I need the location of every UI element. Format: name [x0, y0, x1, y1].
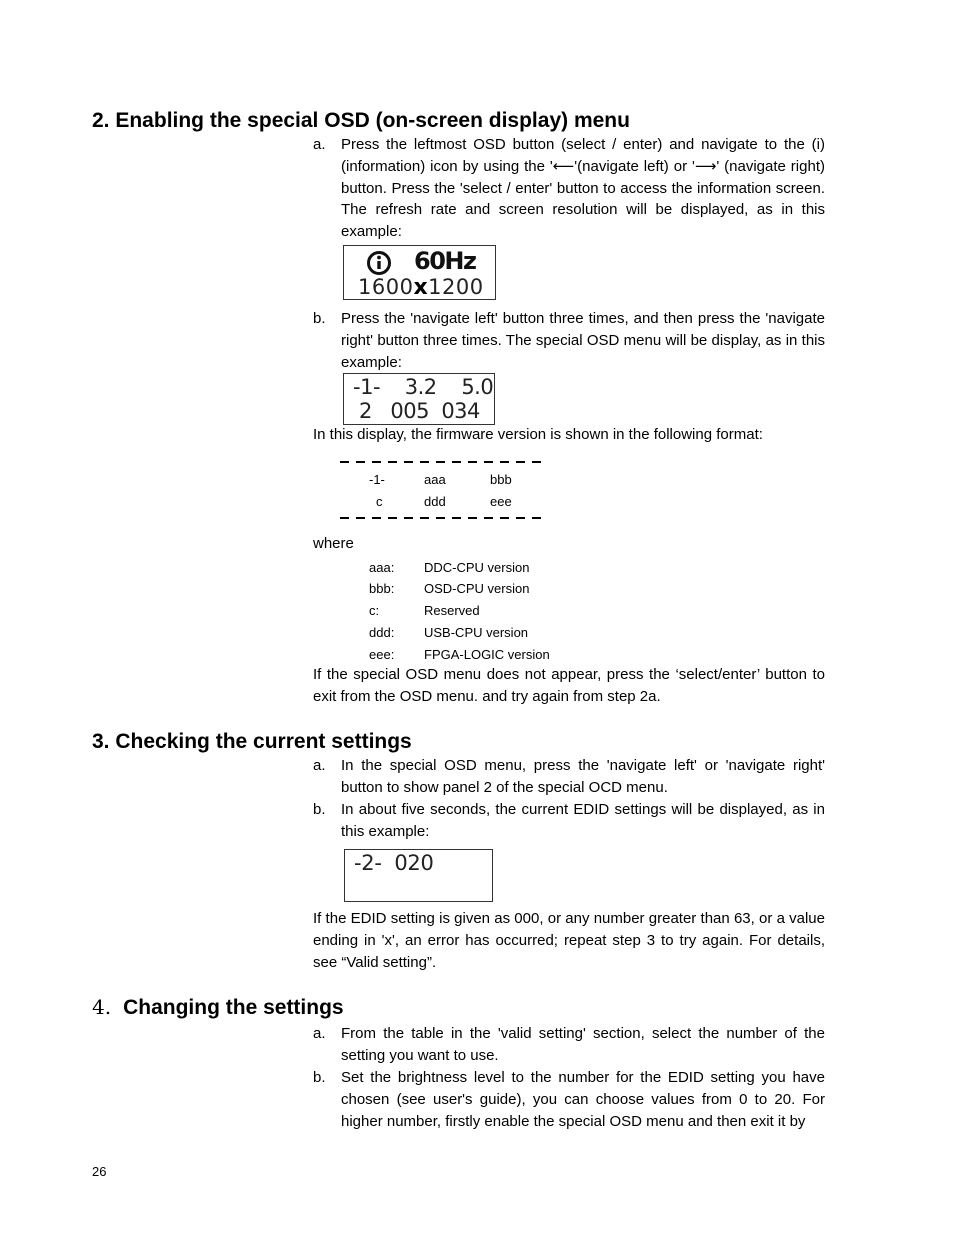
definition-key: bbb: [369, 581, 395, 596]
definition-key: eee: [369, 647, 395, 662]
step-text: Set the brightness level to the number for the EDID setting you have chosen (see user's guide), you can choose values from 0 to 20. For higher number, firstly enable the special OSD menu and then exit it by [341, 1069, 825, 1130]
info-icon [366, 250, 392, 276]
format-r2-c1: c [376, 494, 383, 509]
format-r1-c1: -1- [369, 472, 385, 487]
format-r1-c3: bbb [490, 472, 512, 487]
lcd-resolution-width: 1600 [358, 275, 414, 299]
step-text: From the table in the 'valid setting' section, select the number of the setting you want to use. [341, 1025, 825, 1064]
format-bottom-rule [340, 517, 548, 519]
lcd-refresh-rate: 60Hz [414, 247, 476, 275]
lcd-special-osd-example [343, 373, 495, 425]
format-r2-c3: eee [490, 494, 512, 509]
definition-value: Reserved [424, 603, 480, 618]
section-3-note: If the EDID setting is given as 000, or any number greater than 63, or a value ending in 'x', an error has occurred; repeat step 3 to try again. For details, see “Valid setting”. [313, 910, 825, 971]
where-label: where [313, 535, 354, 552]
section-4-heading [92, 997, 344, 1018]
step-text: In the special OSD menu, press the 'navigate left' or 'navigate right' button to show panel 2 of the special OCD menu. [341, 757, 825, 796]
step-label: b. [313, 310, 326, 327]
section-2-note: If the special OSD menu does not appear, press the ‘select/enter’ button to exit from the OSD menu. and try again from step 2a. [313, 666, 825, 705]
step-text: Press the 'navigate left' button three times, and then press the 'navigate right' button three times. The special OSD menu will be display, as in this example: [341, 310, 825, 371]
lcd-resolution-x: x [413, 275, 429, 300]
definition-value: USB-CPU version [424, 625, 529, 640]
section-4-title: Changing the settings [123, 996, 344, 1019]
section-2-heading: 2. Enabling the special OSD (on-screen display) menu [92, 109, 630, 132]
step-label: b. [313, 801, 326, 818]
step-label: a. [313, 1025, 326, 1042]
format-top-rule [340, 461, 548, 463]
step-label: a. [313, 757, 326, 774]
definition-value: OSD-CPU version [424, 581, 530, 596]
lcd-edid-line-1: -2- 020 [354, 851, 434, 875]
definition-key: ddd: [369, 625, 395, 640]
step-text: In about five seconds, the current EDID settings will be displayed, as in this example: [341, 801, 825, 840]
lcd-edid-example [344, 849, 493, 902]
definition-key: c: [369, 603, 380, 618]
definition-value: FPGA-LOGIC version [424, 647, 550, 662]
step-label: a. [313, 136, 326, 153]
lcd-osd-line-2: 2 005 034 [359, 399, 480, 423]
section-3-heading: 3. Checking the current settings [92, 730, 412, 753]
section-4-number: 4. [92, 995, 112, 1019]
lcd-resolution-height: 1200 [428, 275, 484, 299]
definition-key: aaa: [369, 560, 395, 575]
format-r1-c2: aaa [424, 472, 446, 487]
format-intro: In this display, the firmware version is shown in the following format: [313, 426, 763, 443]
lcd-info-example [343, 245, 496, 300]
lcd-resolution [358, 275, 484, 300]
step-text: Press the leftmost OSD button (select / enter) and navigate to the (i) (information) icon by using the '⟵'(navigate left) or '⟶' (navigate right) button. Press the 'select / enter' button to access the information screen. The refresh rate and screen resolution will be displayed, as in this example: [341, 136, 825, 241]
step-label: b. [313, 1069, 326, 1086]
definition-value: DDC-CPU version [424, 560, 530, 575]
lcd-osd-line-1: -1- 3.2 5.0 [353, 375, 494, 399]
format-r2-c2: ddd [424, 494, 446, 509]
page-number: 26 [92, 1164, 107, 1179]
